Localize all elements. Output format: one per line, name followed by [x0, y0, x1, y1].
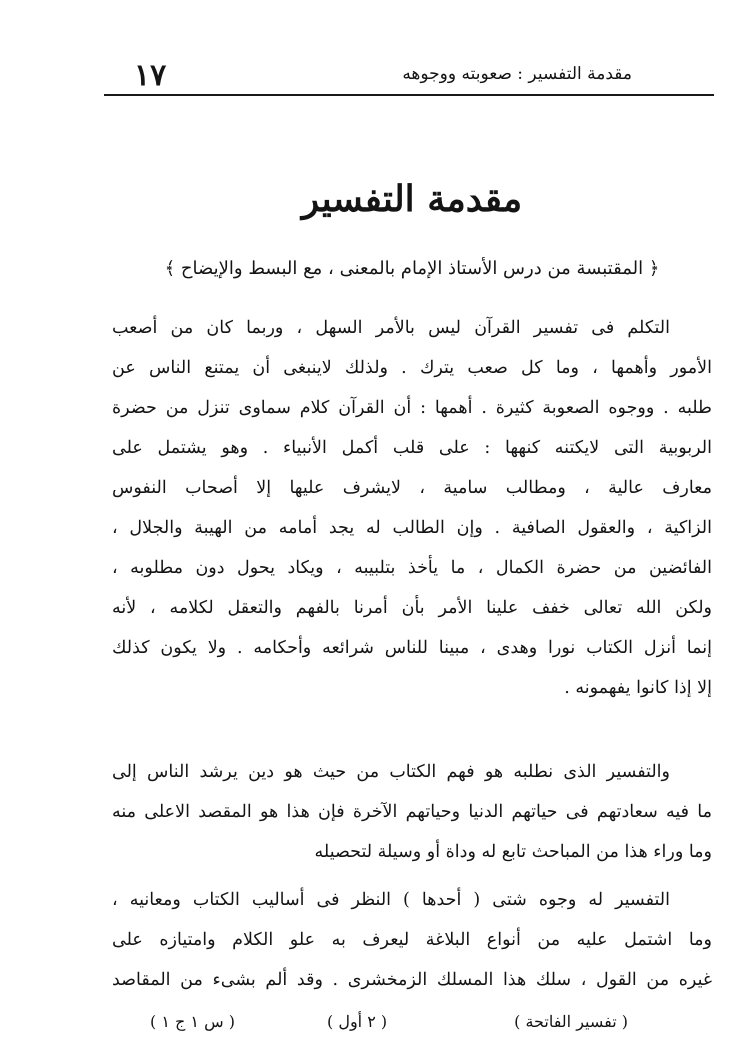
text-line: غيره من القول ، سلك هذا المسلك الزمخشرى . وقد ألم بشىء من المقاصد: [112, 970, 712, 990]
running-title: مقدمة التفسير : صعوبته ووجوهه: [402, 64, 632, 84]
page-footer: [112, 1008, 712, 1038]
text-line: والتفسير الذى نطلبه هو فهم الكتاب من حيث هو دين يرشد الناس إلى: [112, 762, 670, 782]
paragraph-2: [112, 752, 712, 872]
text-line: طلبه . ووجوه الصعوبة كثيرة . أهمها : أن القرآن كلام سماوى تنزل من حضرة: [112, 398, 712, 418]
text-line: معارف عالية ، ومطالب سامية ، لايشرف عليها إلا أصحاب النفوس: [112, 478, 712, 498]
footer-part: ( ٢ أول ): [327, 1012, 388, 1031]
running-head: [112, 58, 712, 92]
text-line: إنما أنزل الكتاب نورا وهدى ، مبينا للناس شرائعه وأحكامه . ولا يكون كذلك: [112, 638, 712, 658]
footer-book-title: ( تفسير الفاتحة ): [514, 1012, 628, 1031]
text-line: ولكن الله تعالى خفف علينا الأمر بأن أمرنا بالفهم والتعقل لكلامه ، لأنه: [112, 598, 712, 618]
text-line: إلا إذا كانوا يفهمونه .: [564, 678, 712, 698]
text-line: وما اشتمل عليه من أنواع البلاغة ليعرف به علو الكلام وامتيازه على: [112, 930, 712, 950]
footer-signature: ( س ١ ج ١ ): [150, 1012, 235, 1031]
text-line: التكلم فى تفسير القرآن ليس بالأمر السهل ، وربما كان من أصعب: [112, 318, 670, 338]
text-line: الزاكية ، والعقول الصافية . وإن الطالب له يجد أمامه من الهيبة والجلال ،: [112, 518, 712, 538]
text-line: الفائضين من حضرة الكمال ، ما يأخذ بتلبيبه ، ويكاد يحول دون مطلوبه ،: [112, 558, 712, 578]
text-line: التفسير له وجوه شتى ( أحدها ) النظر فى أساليب الكتاب ومعانيه ،: [112, 890, 670, 910]
text-line: وما وراء هذا من المباحث تابع له وداة أو وسيلة لتحصيله: [314, 842, 712, 862]
paragraph-3: [112, 880, 712, 1000]
text-line: الربوبية التى لايكتنه كنهها : على قلب أكمل الأنبياء . وهو يشتمل على: [112, 438, 712, 458]
page-number: ١٧: [134, 58, 167, 93]
text-line: ما فيه سعادتهم فى حياتهم الدنيا وحياتهم الآخرة فإن هذا هو المقصد الاعلى منه: [112, 802, 712, 822]
paragraph-1: [112, 308, 712, 708]
epigraph: ﴿ المقتبسة من درس الأستاذ الإمام بالمعنى ، مع البسط والإيضاح ﴾: [164, 258, 660, 279]
text-line: الأمور وأهمها ، وما كل صعب يترك . ولذلك لاينبغى أن يمتنع الناس عن: [112, 358, 712, 378]
chapter-title: مقدمة التفسير: [301, 178, 523, 220]
header-rule: [104, 94, 714, 96]
